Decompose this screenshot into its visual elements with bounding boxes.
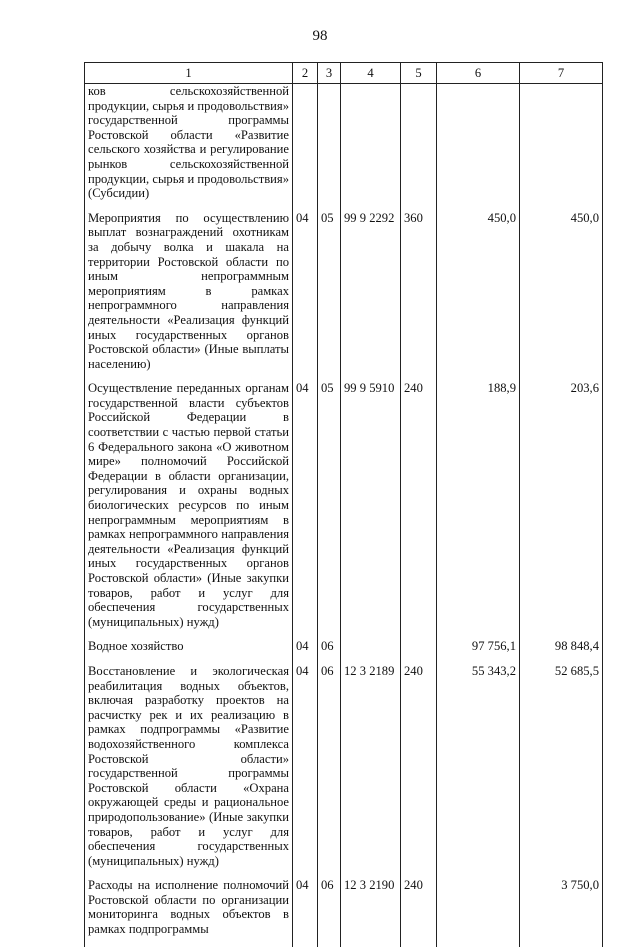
row-target-code: 99 9 5910 bbox=[341, 381, 401, 639]
row-target-code: 99 9 2292 bbox=[341, 211, 401, 382]
row-expense-type: 240 bbox=[401, 381, 437, 639]
row-subsection bbox=[318, 84, 341, 211]
row-amount-1: 188,9 bbox=[437, 381, 520, 639]
row-amount-1: 450,0 bbox=[437, 211, 520, 382]
row-target-code bbox=[341, 639, 401, 664]
header-cell-5: 5 bbox=[401, 63, 437, 84]
row-expense-type bbox=[401, 639, 437, 664]
page-number: 98 bbox=[312, 28, 328, 44]
header-cell-6: 6 bbox=[437, 63, 520, 84]
row-subsection: 06 bbox=[318, 639, 341, 664]
row-description: Мероприятия по осуществлению выплат вознаграждений охотникам за добычу волка и шакала на территории Ростовской области по иным непрограммным мероприятиям в рамках непрограммного направления деятельности «Реализация функций иных государственных органов Ростовской области» (Иные выплаты населению) bbox=[85, 211, 293, 382]
row-amount-1 bbox=[437, 84, 520, 211]
row-subsection: 06 bbox=[318, 878, 341, 946]
header-cell-7: 7 bbox=[520, 63, 603, 84]
row-target-code: 12 3 2189 bbox=[341, 664, 401, 878]
table-row bbox=[85, 664, 603, 878]
table-row bbox=[85, 84, 603, 211]
table-row bbox=[85, 639, 603, 664]
row-section: 04 bbox=[293, 211, 318, 382]
row-amount-2: 3 750,0 bbox=[520, 878, 603, 946]
header-cell-3: 3 bbox=[318, 63, 341, 84]
row-description: ков сельскохозяйственной продукции, сырья и продовольствия» государственной программы Ростовской области «Развитие сельского хозяйства и регулирование рынков сельскохозяйственной продукции, сырья и продовольствия» (Субсидии) bbox=[85, 84, 293, 211]
row-description: Расходы на исполнение полномочий Ростовской области по организации мониторинга водных объектов в рамках подпрограммы bbox=[85, 878, 293, 946]
row-expense-type: 240 bbox=[401, 664, 437, 878]
row-description: Водное хозяйство bbox=[85, 639, 293, 664]
row-section: 04 bbox=[293, 664, 318, 878]
row-amount-2: 98 848,4 bbox=[520, 639, 603, 664]
row-amount-2: 450,0 bbox=[520, 211, 603, 382]
row-subsection: 05 bbox=[318, 211, 341, 382]
table-row bbox=[85, 381, 603, 639]
row-amount-2 bbox=[520, 84, 603, 211]
row-expense-type: 240 bbox=[401, 878, 437, 946]
row-subsection: 05 bbox=[318, 381, 341, 639]
row-expense-type: 360 bbox=[401, 211, 437, 382]
table-row bbox=[85, 878, 603, 946]
row-target-code bbox=[341, 84, 401, 211]
header-cell-1: 1 bbox=[85, 63, 293, 84]
row-subsection: 06 bbox=[318, 664, 341, 878]
row-amount-1: 97 756,1 bbox=[437, 639, 520, 664]
row-target-code: 12 3 2190 bbox=[341, 878, 401, 946]
row-amount-1 bbox=[437, 878, 520, 946]
row-description: Восстановление и экологическая реабилитация водных объектов, включая разработку проектов на расчистку рек и их реализацию в рамках подпрограммы «Развитие водохозяйственного комплекса Ростовской области» государственной программы Ростовской области «Охрана окружающей среды и рациональное природопользование» (Иные закупки товаров, работ и услуг для обеспечения государственных (муниципальных) нужд) bbox=[85, 664, 293, 878]
row-amount-2: 52 685,5 bbox=[520, 664, 603, 878]
header-cell-4: 4 bbox=[341, 63, 401, 84]
row-expense-type bbox=[401, 84, 437, 211]
row-amount-2: 203,6 bbox=[520, 381, 603, 639]
table-row bbox=[85, 211, 603, 382]
header-cell-2: 2 bbox=[293, 63, 318, 84]
row-section bbox=[293, 84, 318, 211]
row-section: 04 bbox=[293, 639, 318, 664]
row-description: Осуществление переданных органам государственной власти субъектов Российской Федерации в соответствии с частью первой статьи 6 Федерального закона «О животном мире» полномочий Российской Федерации в области организации, регулирования и охраны водных биологических ресурсов по иным непрограммным мероприятиям в рамках непрограммного направления деятельности «Реализация функций иных государственных органов Ростовской области» (Иные закупки товаров, работ и услуг для обеспечения государственных (муниципальных) нужд) bbox=[85, 381, 293, 639]
header-row bbox=[85, 63, 603, 84]
row-section: 04 bbox=[293, 878, 318, 946]
row-amount-1: 55 343,2 bbox=[437, 664, 520, 878]
row-section: 04 bbox=[293, 381, 318, 639]
budget-table bbox=[84, 62, 603, 947]
